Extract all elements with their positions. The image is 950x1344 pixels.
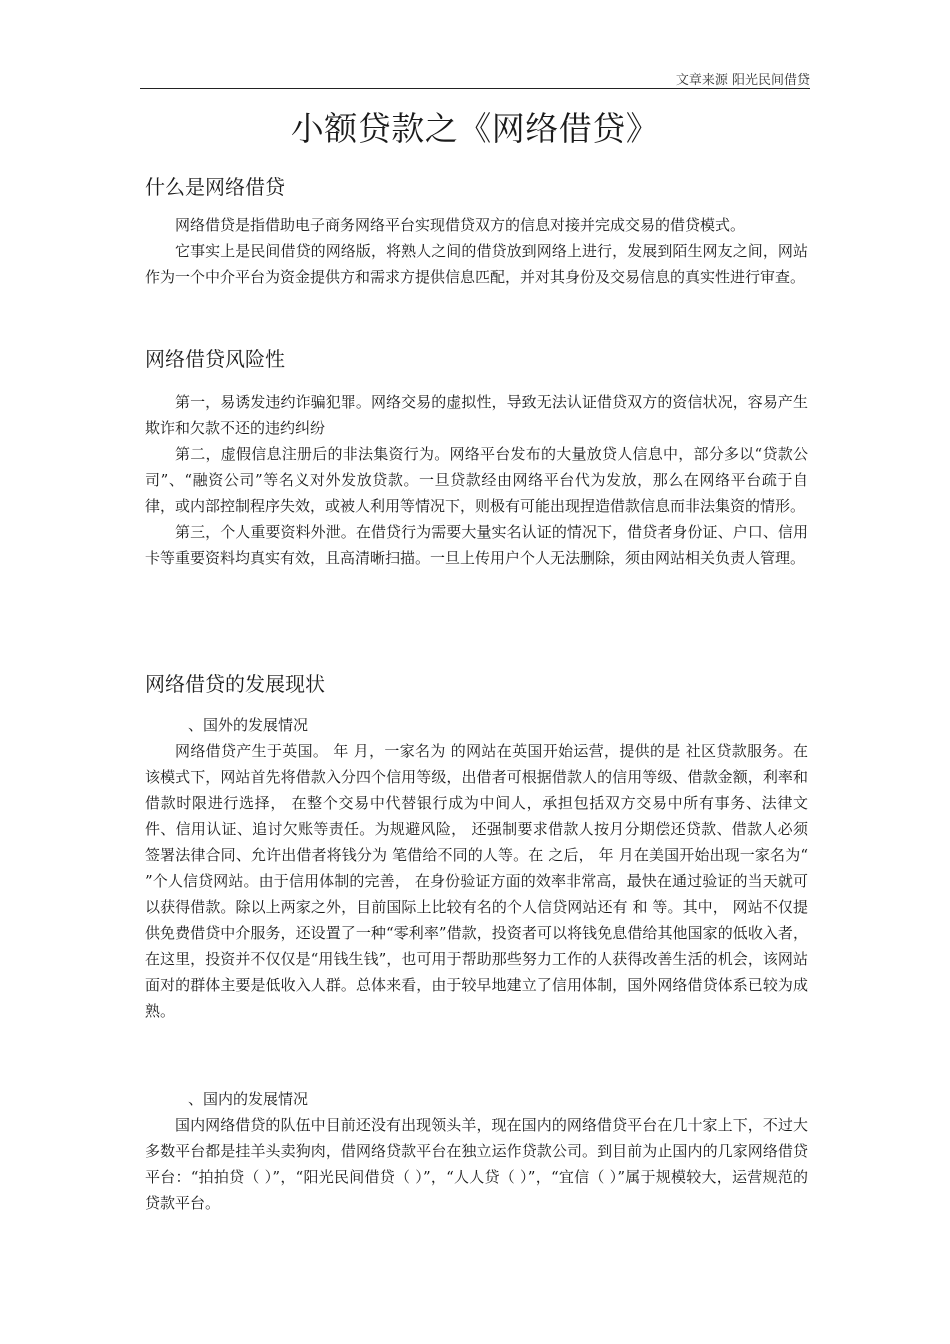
section-heading-what-is: 什么是网络借贷 [145, 175, 285, 199]
paragraph: 国内网络借贷的队伍中目前还没有出现领头羊，现在国内的网络借贷平台在几十家上下，不过大多数平台都是挂羊头卖狗肉，借网络贷款平台在独立运作贷款公司。到目前为止国内的几家网络借贷平台：“拍拍贷（ ）”，“阳光民间借贷（ ）”，“人人贷（ ）”，“宜信（ ）”属于规模较大，运营规范的贷款平台。 [145, 1116, 808, 1212]
paragraph: 网络借贷是指借助电子商务网络平台实现借贷双方的信息对接并完成交易的借贷模式。 [175, 216, 746, 234]
paragraph: 第一，易诱发违约诈骗犯罪。网络交易的虚拟性，导致无法认证借贷双方的资信状况，容易产生欺诈和欠款不还的违约纠纷 [145, 393, 808, 437]
section-body-what-is [145, 212, 808, 290]
section-body-status-foreign [145, 712, 808, 1024]
paragraph: 第三，个人重要资料外泄。在借贷行为需要大量实名认证的情况下，借贷者身份证、户口、信用卡等重要资料均真实有效，且高清晰扫描。一旦上传用户个人无法删除，须由网站相关负责人管理。 [145, 523, 808, 567]
header-source: 文章来源 阳光民间借贷 [675, 73, 810, 88]
paragraph: 它事实上是民间借贷的网络版，将熟人之间的借贷放到网络上进行，发展到陌生网友之间，网站作为一个中介平台为资金提供方和需求方提供信息匹配，并对其身份及交易信息的真实性进行审查。 [145, 242, 808, 286]
page-title: 小额贷款之《网络借贷》 [290, 109, 660, 148]
section-heading-status: 网络借贷的发展现状 [145, 672, 325, 696]
paragraph: 第二，虚假信息注册后的非法集资行为。网络平台发布的大量放贷人信息中，部分多以“贷款公司”、“融资公司”等名义对外发放贷款。一旦贷款经由网络平台代为发放，那么在网络平台疏于自律，或内部控制程序失效，或被人利用等情况下，则极有可能出现捏造借款信息而非法集资的情形。 [145, 445, 808, 515]
header-divider [140, 88, 810, 89]
section-body-risk [145, 389, 808, 571]
paragraph: 网络借贷产生于英国。 年 月，一家名为 的网站在英国开始运营，提供的是 社区贷款服务。在该模式下，网站首先将借款入分四个信用等级，出借者可根据借款人的信用等级、借款金额，利率和借款时限进行选择， 在整个交易中代替银行成为中间人，承担包括双方交易中所有事务、法律文件、信用认证、追讨欠账等责任。为规避风险， 还强制要求借款人按月分期偿还贷款、借款人必须签署法律合同、允许出借者将钱分为 笔借给不同的人等。在 之后， 年 月在美国开始出现一家名为“ ”个人信贷网站。由于信用体制的完善， 在身份验证方面的效率非常高，最快在通过验证的当天就可以获得借款。除以上两家之外，目前国际上比较有名的个人信贷网站还有 和 等。其中， 网站不仅提供免费借贷中介服务，还设置了一种“零利率”借款，投资者可以将钱免息借给其他国家的低收入者，在这里，投资并不仅仅是“用钱生钱”，也可用于帮助那些努力工作的人获得改善生活的机会，该网站面对的群体主要是低收入人群。总体来看，由于较早地建立了信用体制，国外网络借贷体系已较为成熟。 [145, 742, 808, 1020]
section-heading-risk: 网络借贷风险性 [145, 347, 285, 371]
subsection-title-domestic: 、国内的发展情况 [188, 1090, 309, 1108]
section-body-status-domestic [145, 1086, 808, 1216]
subsection-title-foreign: 、国外的发展情况 [188, 716, 309, 734]
